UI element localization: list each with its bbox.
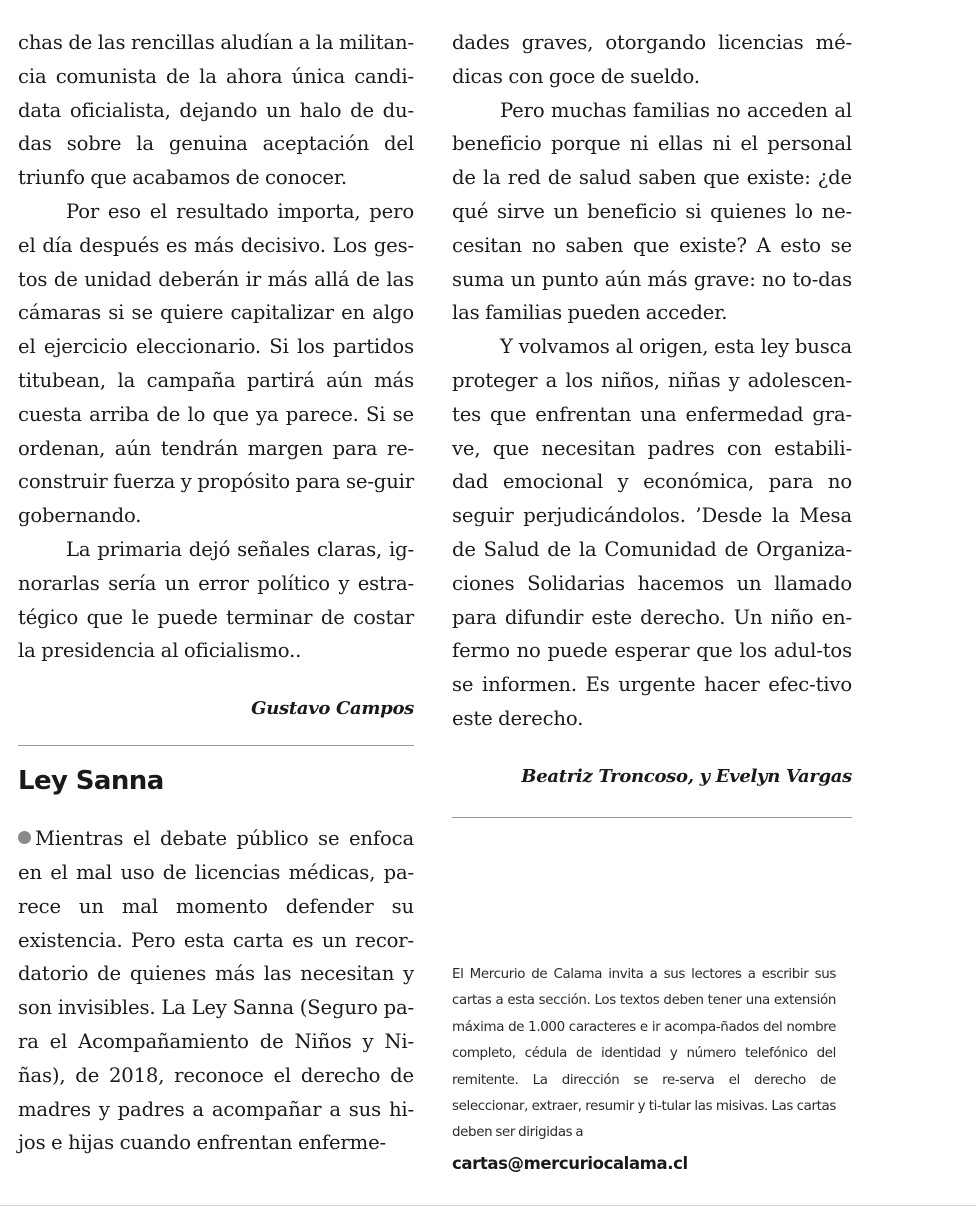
bullet-icon: [18, 831, 31, 844]
paragraph: La primaria dejó señales claras, ig-norarlas sería un error político y estra-tégico que le puede terminar de costar la presidencia al oficialismo..: [18, 537, 414, 663]
letter-paragraph: [18, 822, 414, 1160]
submission-notice: [452, 962, 836, 1177]
paragraph: Y volvamos al origen, esta ley busca proteger a los niños, niñas y adolescen-tes que enfrentan una enfermedad gra-ve, que necesitan padres con estabili-dad emocional y económica, para no seguir perjudicándolos. ’Desde la Mesa de Salud de la Comunidad de Organiza-ciones Solidarias hacemos un llamado para difundir este derecho. Un niño en-fermo no puede esperar que los adul-tos se informen. Es urgente hacer efec-tivo este derecho.: [452, 335, 852, 730]
letter-text: Mientras el debate público se enfoca en el mal uso de licencias médicas, pa-rece un mal momento defender su existencia. Pero esta carta es un recor-datorio de quienes más las necesitan y son invisibles. La Ley Sanna (Seguro pa-ra el Acompañamiento de Niños y Ni-ñas), de 2018, reconoce el derecho de madres y padres a acompañar a sus hi-jos e hijas cuando enfrentan enferme-: [18, 827, 414, 1155]
author-signature: Beatriz Troncoso, y Evelyn Vargas: [521, 765, 852, 787]
section-divider: [18, 745, 414, 746]
author-signature: Gustavo Campos: [251, 698, 414, 720]
section-title: Ley Sanna: [18, 766, 164, 797]
right-column: [452, 26, 852, 818]
paragraph: chas de las rencillas aludían a la militan-cia comunista de la ahora única candi-data oficialista, dejando un halo de du-das sobre la genuina aceptación del triunfo que acabamos de conocer.: [18, 31, 414, 190]
left-column: [18, 26, 414, 1160]
page-bottom-rule: [0, 1205, 976, 1206]
notice-text: El Mercurio de Calama invita a sus lectores a escribir sus cartas a esta sección. Los textos deben tener una extensión máxima de 1.000 caracteres e ir acompa-ñados del nombre completo, cédula de identidad y número telefónico del remitente. La dirección se re-serva el derecho de seleccionar, extraer, resumir y ti-tular las misivas. Las cartas deben ser dirigidas a: [452, 967, 836, 1141]
paragraph: dades graves, otorgando licencias mé-dicas con goce de sueldo.: [452, 31, 852, 88]
paragraph: Pero muchas familias no acceden al beneficio porque ni ellas ni el personal de la red de salud saben que existe: ¿de qué sirve un beneficio si quienes lo ne-cesitan no saben que existe? A esto se suma un punto aún más grave: no to-das las familias pueden acceder.: [452, 98, 852, 325]
section-divider: [452, 817, 852, 818]
contact-email[interactable]: cartas@mercuriocalama.cl: [452, 1153, 688, 1173]
paragraph: Por eso el resultado importa, pero el día después es más decisivo. Los ges-tos de unidad deberán ir más allá de las cámaras si se quiere capitalizar en algo el ejercicio eleccionario. Si los partidos titubean, la campaña partirá aún más cuesta arriba de lo que ya parece. Si se ordenan, aún tendrán margen para re-construir fuerza y propósito para se-guir gobernando.: [18, 199, 414, 528]
